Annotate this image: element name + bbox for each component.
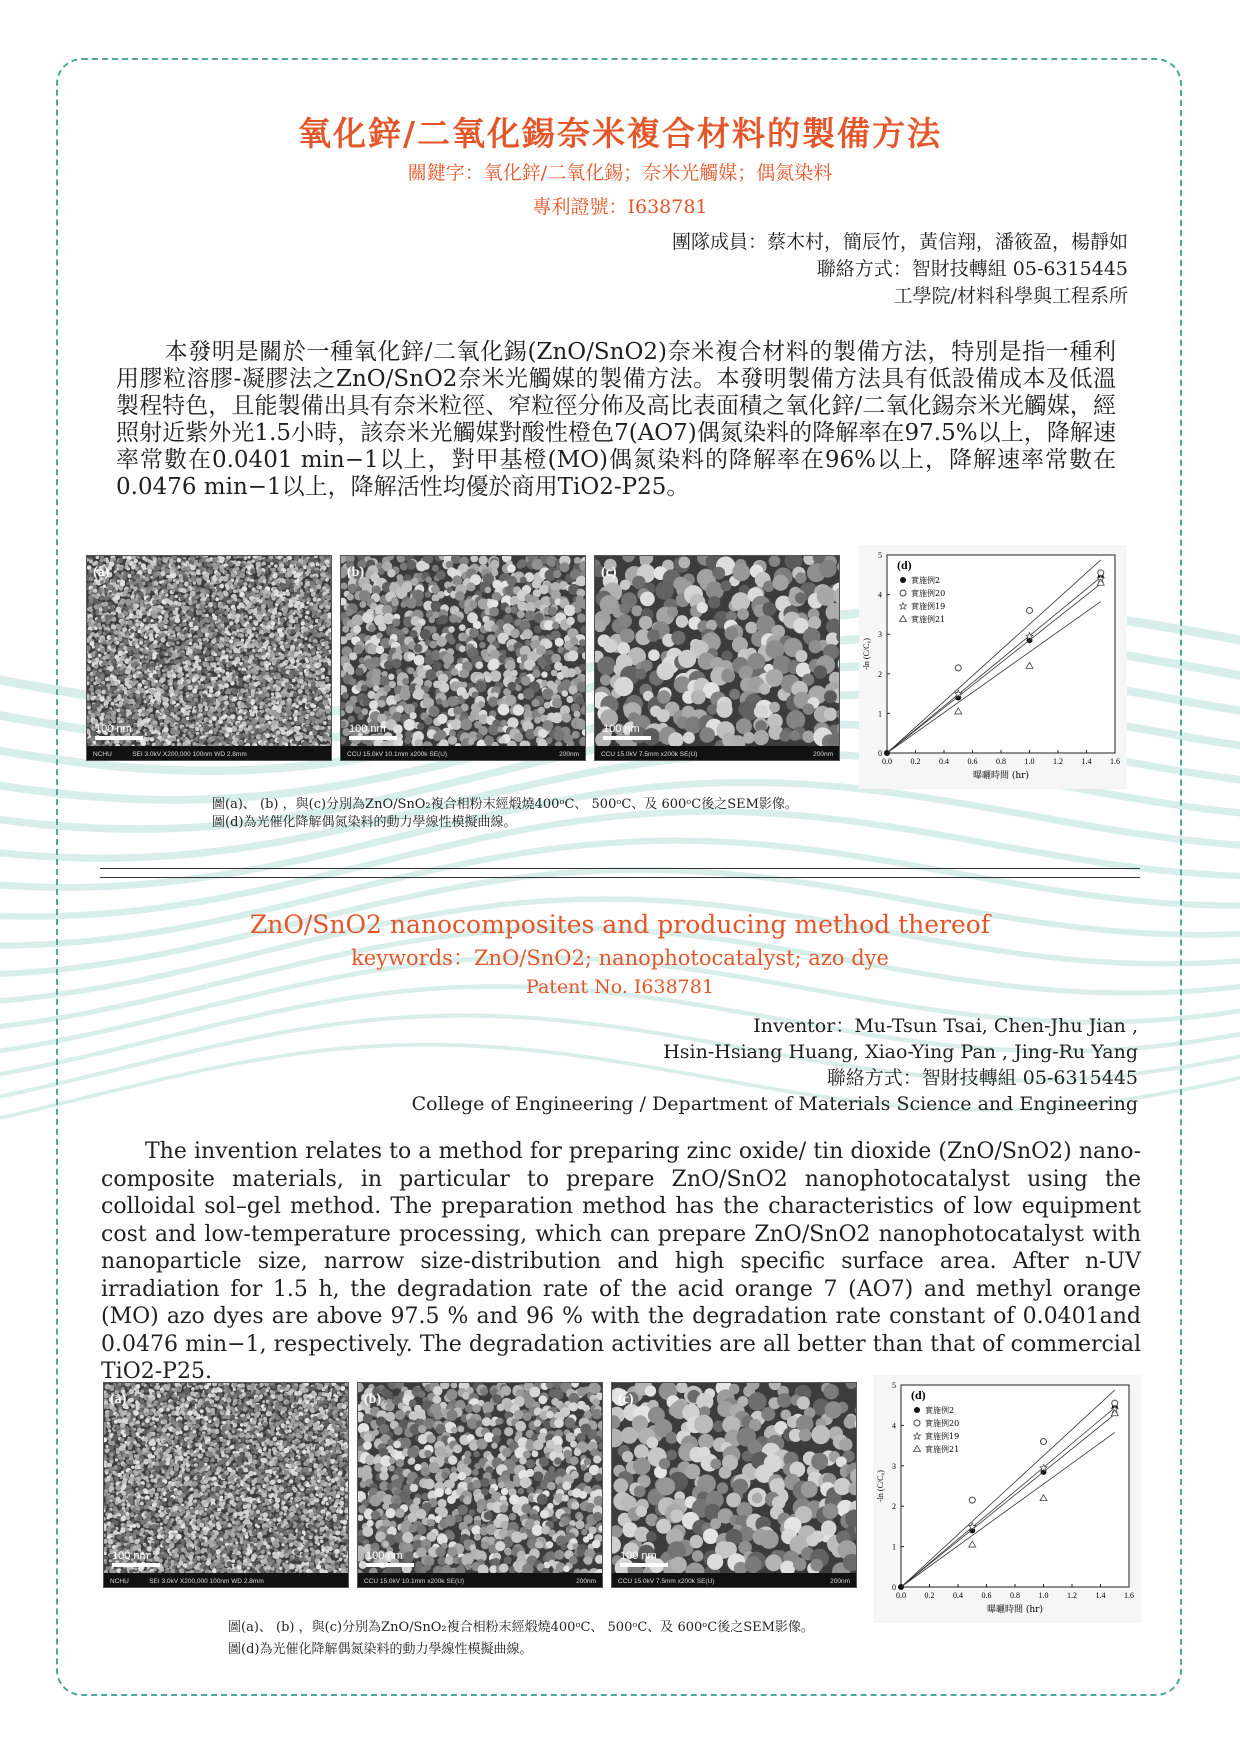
scale-bar-label: 100 nm xyxy=(112,1550,149,1562)
figure-1-caption-line2: 圖(d)為光催化降解偶氮染料的動力學線性模擬曲線。 xyxy=(212,814,798,832)
x-tick-label: 1.2 xyxy=(1053,757,1063,766)
y-tick-label: 3 xyxy=(892,1462,896,1471)
x-tick-label: 0.4 xyxy=(953,1591,963,1600)
x-tick-label: 0.0 xyxy=(882,757,892,766)
legend-label: 實施例21 xyxy=(925,1444,959,1454)
y-tick-label: 5 xyxy=(892,1381,896,1390)
x-tick-label: 1.4 xyxy=(1082,757,1092,766)
scale-bar xyxy=(112,1563,160,1567)
sem-image xyxy=(611,1382,857,1588)
y-tick-label: 1 xyxy=(878,709,882,718)
scale-bar xyxy=(603,736,651,740)
x-tick-label: 1.2 xyxy=(1067,1591,1077,1600)
x-axis-label: 曝曬時間 (hr) xyxy=(987,1603,1043,1615)
data-point xyxy=(955,665,961,671)
y-tick-label: 1 xyxy=(892,1543,896,1552)
figure-1-caption-line1: 圖(a)、 (b) ，與(c)分別為ZnO/SnO₂複合相粉末經煅燒400ᵒC、 500ᵒC、及 600ᵒC後之SEM影像。 xyxy=(212,796,798,814)
scale-bar-label: 100 nm xyxy=(349,723,386,735)
en-department: College of Engineering / Department of Materials Science and Engineering xyxy=(412,1091,1138,1117)
x-tick-label: 0.8 xyxy=(996,757,1006,766)
divider-top xyxy=(100,868,1140,869)
x-tick-label: 0.6 xyxy=(968,757,978,766)
scale-bar xyxy=(95,736,143,740)
sem-panel-label: (b) xyxy=(347,565,364,580)
legend-label: 實施例20 xyxy=(925,1418,959,1428)
x-tick-label: 0.2 xyxy=(911,757,921,766)
zh-title: 氧化鋅/二氧化錫奈米複合材料的製備方法 xyxy=(0,108,1240,155)
legend-marker xyxy=(900,577,906,583)
data-point xyxy=(969,1497,975,1503)
sem-image xyxy=(594,555,840,761)
legend-label: 實施例21 xyxy=(911,614,945,624)
x-tick-label: 1.6 xyxy=(1110,757,1120,766)
en-keywords: keywords：ZnO/SnO2; nanophotocatalyst; azo dye xyxy=(0,942,1240,972)
sem-info-left: NCHU xyxy=(93,751,112,758)
x-tick-label: 0.2 xyxy=(925,1591,935,1600)
chart-title: (d) xyxy=(897,558,912,572)
sem-info-left: CCU 15.0kV 10.1mm x200k SE(U) xyxy=(364,1578,464,1585)
zh-team-members: 團隊成員：蔡木村，簡辰竹，黃信翔，潘筱盈，楊靜如 xyxy=(672,229,1128,256)
x-tick-label: 1.6 xyxy=(1124,1591,1134,1600)
en-abstract xyxy=(101,1138,1141,1386)
sem-info-right: 200nm xyxy=(830,1578,850,1585)
y-tick-label: 3 xyxy=(878,630,882,639)
scale-bar-label: 100 nm xyxy=(366,1550,403,1562)
en-title: ZnO/SnO2 nanocomposites and producing method thereof xyxy=(0,910,1240,939)
figure-2-caption xyxy=(228,1617,814,1661)
en-inventors-line1: Inventor：Mu-Tsun Tsai, Chen-Jhu Jian , xyxy=(412,1013,1138,1039)
x-tick-label: 0.6 xyxy=(982,1591,992,1600)
legend-label: 實施例20 xyxy=(911,588,945,598)
figure-1-caption xyxy=(212,796,798,832)
en-abstract-text: The invention relates to a method for preparing zinc oxide/ tin dioxide (ZnO/SnO2) nano­composite materials, in particular to prepare ZnO/SnO2 nanophotocatalyst using the colloidal sol–gel method. The preparation method has the characteristics of low equipment cost and low-temperature processing, which can prepare ZnO/SnO2 nanophotocatalyst with nanoparti­cle size, narrow size-distribution and high specific surface area. After n-UV irradiation for 1.5 h, the degradation rate of the acid orange 7 (AO7) and methyl orange (MO) azo dyes are above 97.5 % and 96 % with the degradation rate constant of 0.0401and 0.0476 min−1, respectively. The degradation activities are all better than that of commercial TiO2-P25. xyxy=(101,1139,1141,1384)
en-inventors-line2: Hsin-Hsiang Huang, Xiao-Ying Pan , Jing-Ru Yang xyxy=(412,1039,1138,1065)
en-team-info xyxy=(412,1013,1138,1117)
y-tick-label: 2 xyxy=(892,1502,896,1511)
kinetics-chart xyxy=(859,545,1127,789)
kinetics-chart xyxy=(873,1375,1141,1623)
y-tick-label: 5 xyxy=(878,551,882,560)
x-tick-label: 1.0 xyxy=(1025,757,1035,766)
sem-panel-label: (c) xyxy=(618,1392,634,1407)
figure-2-caption-line1: 圖(a)、 (b) ，與(c)分別為ZnO/SnO₂複合相粉末經煅燒400ᵒC、 500ᵒC、及 600ᵒC後之SEM影像。 xyxy=(228,1617,814,1639)
sem-image xyxy=(340,555,586,761)
sem-info-mid: SEI 3.0kV X200,000 100nm WD 2.8mm xyxy=(149,1578,264,1585)
legend-label: 實施例19 xyxy=(925,1431,959,1441)
y-tick-label: 0 xyxy=(878,749,882,758)
plot-area xyxy=(901,1385,1129,1587)
zh-keywords: 關鍵字：氧化鋅/二氧化錫；奈米光觸媒；偶氮染料 xyxy=(0,158,1240,185)
data-point xyxy=(1041,1439,1047,1445)
sem-info-right: 200nm xyxy=(576,1578,596,1585)
zh-patent-number: 專利證號：I638781 xyxy=(0,192,1240,219)
sem-info-left: CCU 15.0kV 7.5mm x200k SE(U) xyxy=(601,751,697,758)
sem-panel-label: (a) xyxy=(93,565,110,580)
sem-info-left: CCU 15.0kV 7.5mm x200k SE(U) xyxy=(618,1578,714,1585)
sem-image xyxy=(86,555,332,761)
x-axis-label: 曝曬時間 (hr) xyxy=(973,769,1029,781)
legend-marker xyxy=(914,1420,920,1426)
sem-panel-label: (a) xyxy=(110,1392,127,1407)
x-tick-label: 1.0 xyxy=(1039,1591,1049,1600)
x-tick-label: 0.0 xyxy=(896,1591,906,1600)
y-tick-label: 4 xyxy=(878,591,882,600)
sem-info-mid: SEI 3.0kV X200,000 100nm WD 2.8mm xyxy=(132,751,247,758)
zh-team-info xyxy=(672,229,1128,310)
zh-abstract xyxy=(116,339,1116,501)
chart-title: (d) xyxy=(911,1388,926,1402)
y-tick-label: 4 xyxy=(892,1421,896,1430)
sem-info-right: 200nm xyxy=(559,751,579,758)
en-contact: 聯絡方式：智財技轉組 05-6315445 xyxy=(412,1065,1138,1091)
legend-label: 實施例2 xyxy=(925,1405,954,1415)
en-patent-number: Patent No. I638781 xyxy=(0,976,1240,998)
sem-image xyxy=(357,1382,603,1588)
scale-bar xyxy=(620,1563,668,1567)
sem-image xyxy=(103,1382,349,1588)
sem-panel-label: (b) xyxy=(364,1392,381,1407)
scale-bar-label: 100 nm xyxy=(620,1550,657,1562)
zh-contact: 聯絡方式：智財技轉組 05-6315445 xyxy=(672,256,1128,283)
scale-bar-label: 100 nm xyxy=(95,723,132,735)
legend-marker xyxy=(914,1407,920,1413)
x-tick-label: 0.8 xyxy=(1010,1591,1020,1600)
y-axis-label: -ln (C/C₀) xyxy=(862,638,871,670)
x-tick-label: 0.4 xyxy=(939,757,949,766)
scale-bar xyxy=(366,1563,414,1567)
zh-abstract-text: 本發明是關於一種氧化鋅/二氧化錫(ZnO/SnO2)奈米複合材料的製備方法，特別是指一種利用膠粒溶膠-凝膠法之ZnO/SnO2奈米光觸媒的製備方法。本發明製備方法具有低設備成本及低溫製程特色，且能製備出具有奈米粒徑、窄粒徑分佈及高比表面積之氧化鋅/二氧化錫奈米光觸媒，經照射近紫外光1.5小時，該奈米光觸媒對酸性橙色7(AO7)偶氮染料的降解率在97.5%以上，降解速率常數在0.0401 min−1以上，對甲基橙(MO)偶氮染料的降解率在96%以上，降解速率常數在0.0476 min−1以上，降解活性均優於商用TiO2-P25。 xyxy=(116,339,1116,500)
scale-bar-label: 100 nm xyxy=(603,723,640,735)
legend-marker xyxy=(900,590,906,596)
figure-2-caption-line2: 圖(d)為光催化降解偶氮染料的動力學線性模擬曲線。 xyxy=(228,1639,814,1661)
sem-info-left: NCHU xyxy=(110,1578,129,1585)
scale-bar xyxy=(349,736,397,740)
sem-panel-label: (c) xyxy=(601,565,617,580)
data-point xyxy=(1027,607,1033,613)
legend-label: 實施例19 xyxy=(911,601,945,611)
divider-bottom xyxy=(100,877,1140,878)
legend-label: 實施例2 xyxy=(911,575,940,585)
y-tick-label: 0 xyxy=(892,1583,896,1592)
sem-info-right: 200nm xyxy=(813,751,833,758)
x-tick-label: 1.4 xyxy=(1096,1591,1106,1600)
y-axis-label: -ln (C/C₀) xyxy=(876,1470,885,1502)
sem-info-left: CCU 15.0kV 10.1mm x200k SE(U) xyxy=(347,751,447,758)
zh-department: 工學院/材料科學與工程系所 xyxy=(672,283,1128,310)
y-tick-label: 2 xyxy=(878,670,882,679)
